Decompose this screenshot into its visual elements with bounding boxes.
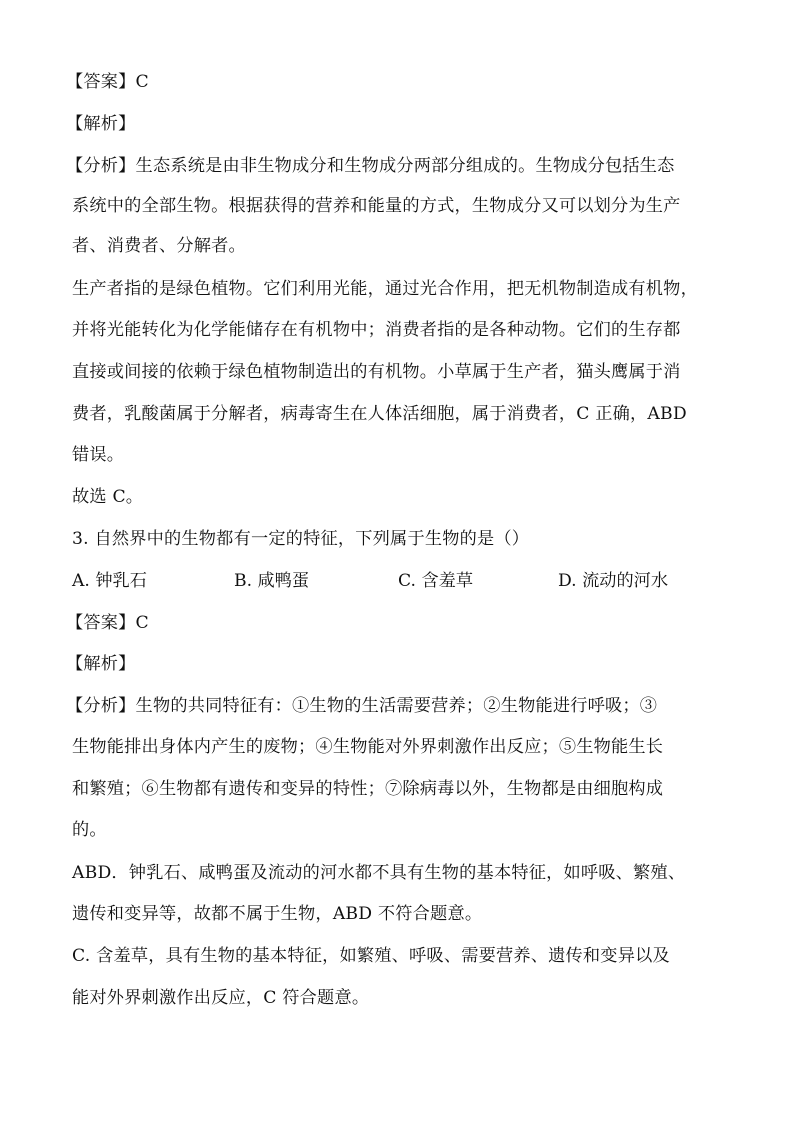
question-3-stem: 3. 自然界中的生物都有一定的特征，下列属于生物的是（） bbox=[72, 529, 530, 549]
answer-label-2: 【答案】C bbox=[66, 613, 149, 633]
option-a: A. 钟乳石 bbox=[72, 571, 147, 591]
detail-line-3: 直接或间接的依赖于绿色植物制造出的有机物。小草属于生产者，猫头鹰属于消 bbox=[72, 362, 681, 382]
analysis-line-2-1: 【分析】生物的共同特征有：①生物的生活需要营养；②生物能进行呼吸；③ bbox=[66, 696, 658, 716]
option-d: D. 流动的河水 bbox=[558, 571, 669, 591]
explanation-label-1: 【解析】 bbox=[66, 114, 136, 134]
c-line-2: 能对外界刺激作出反应，C 符合题意。 bbox=[72, 988, 370, 1008]
detail-line-5: 错误。 bbox=[72, 445, 125, 465]
analysis-line-1-3: 者、消费者、分解者。 bbox=[72, 236, 246, 256]
analysis-line-1-1: 【分析】生态系统是由非生物成分和生物成分两部分组成的。生物成分包括生态 bbox=[66, 156, 675, 176]
analysis-line-2-2: 生物能排出身体内产生的废物；④生物能对外界刺激作出反应；⑤生物能生长 bbox=[72, 737, 664, 757]
detail-line-2: 并将光能转化为化学能储存在有机物中；消费者指的是各种动物。它们的生存都 bbox=[72, 320, 681, 340]
analysis-line-2-3: 和繁殖；⑥生物都有遗传和变异的特性；⑦除病毒以外，生物都是由细胞构成 bbox=[72, 779, 664, 799]
detail-line-1: 生产者指的是绿色植物。它们利用光能，通过光合作用，把无机物制造成有机物， bbox=[72, 279, 698, 299]
abd-line-2: 遗传和变异等，故都不属于生物，ABD 不符合题意。 bbox=[72, 904, 483, 924]
option-c: C. 含羞草 bbox=[398, 571, 474, 591]
answer-label-1: 【答案】C bbox=[66, 72, 149, 92]
explanation-label-2: 【解析】 bbox=[66, 654, 136, 674]
option-b: B. 咸鸭蛋 bbox=[234, 571, 310, 591]
analysis-line-2-4: 的。 bbox=[72, 820, 107, 840]
conclusion-1: 故选 C。 bbox=[72, 487, 144, 507]
question-3-options bbox=[72, 569, 732, 593]
c-line-1: C. 含羞草，具有生物的基本特征，如繁殖、呼吸、需要营养、遗传和变异以及 bbox=[72, 946, 670, 966]
analysis-line-1-2: 系统中的全部生物。根据获得的营养和能量的方式，生物成分又可以划分为生产 bbox=[72, 196, 681, 216]
abd-line-1: ABD．钟乳石、咸鸭蛋及流动的河水都不具有生物的基本特征，如呼吸、繁殖、 bbox=[72, 863, 686, 883]
detail-line-4: 费者，乳酸菌属于分解者，病毒寄生在人体活细胞，属于消费者，C 正确，ABD bbox=[72, 404, 687, 424]
